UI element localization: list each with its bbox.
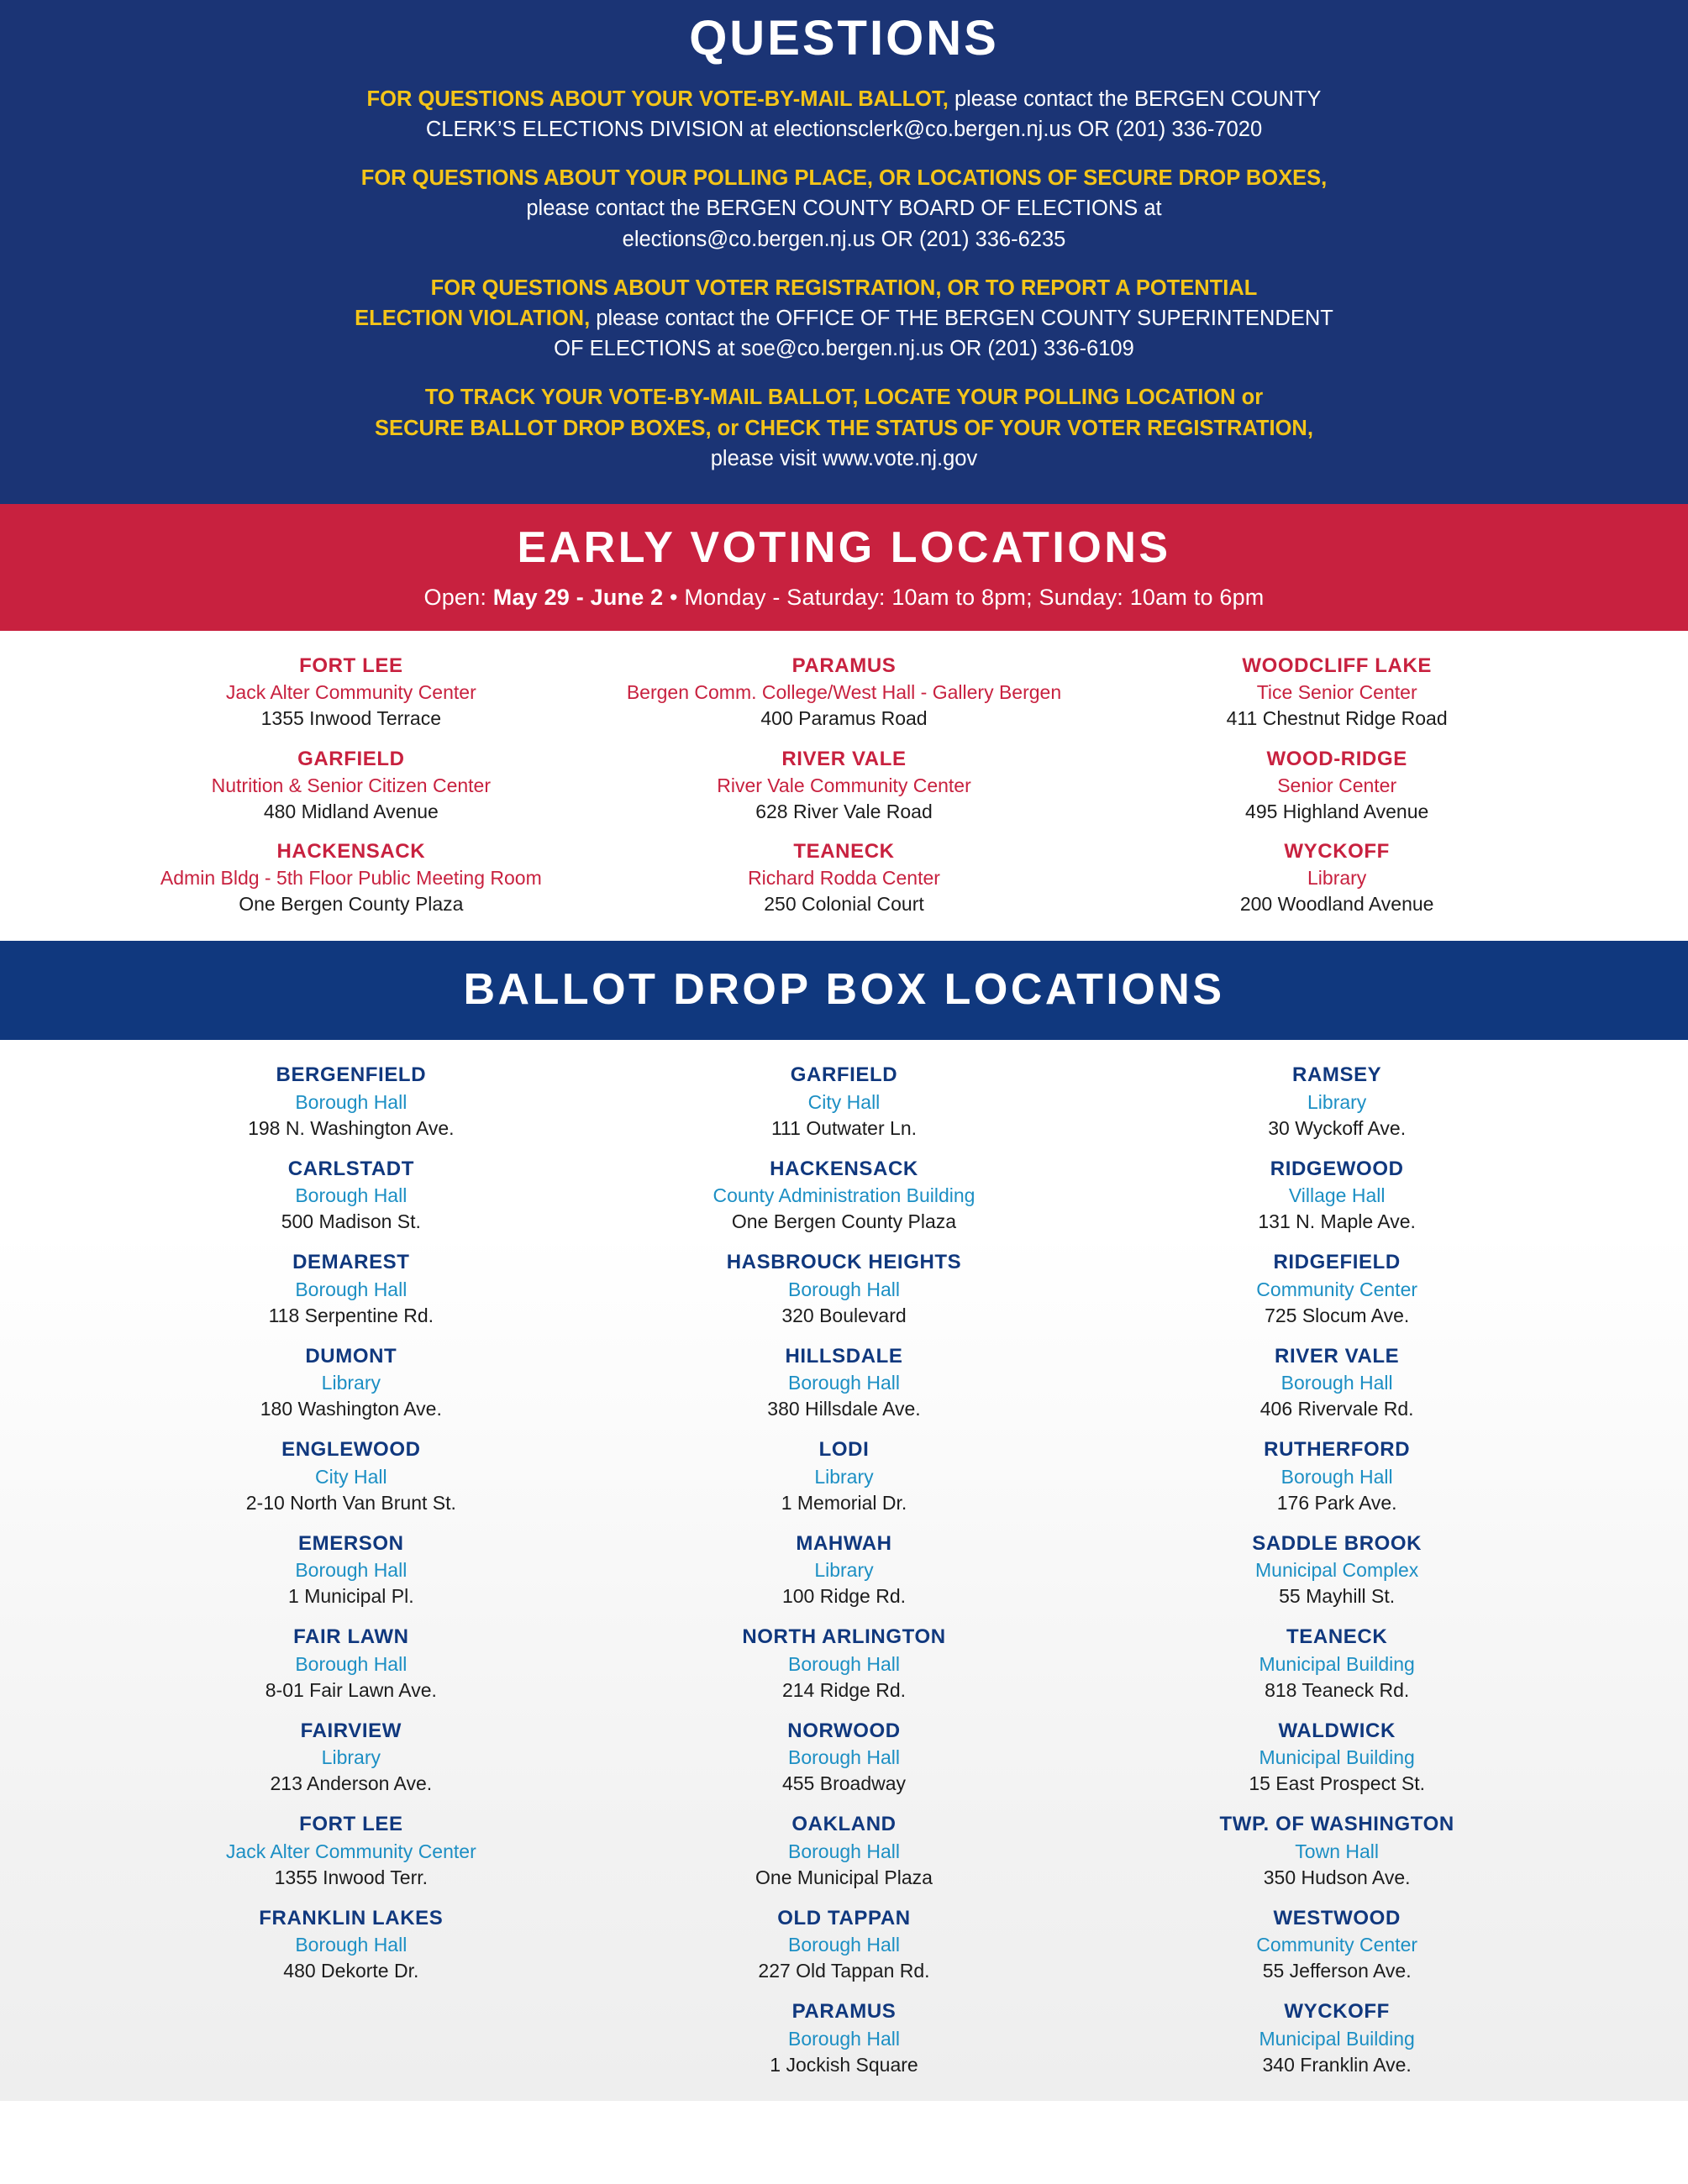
drop-box-place: Borough Hall [788, 1840, 900, 1862]
drop-box-location [1091, 1530, 1584, 1609]
drop-box-place: Library [814, 1465, 874, 1488]
drop-box-place: Municipal Building [1259, 1652, 1415, 1675]
drop-box-location [105, 1062, 598, 1141]
drop-box-town: OLD TAPPAN [777, 1906, 911, 1929]
drop-box-address: 8-01 Fair Lawn Ave. [265, 1678, 437, 1701]
drop-box-address: 213 Anderson Ave. [270, 1772, 433, 1795]
drop-box-town: RUTHERFORD [1264, 1438, 1411, 1462]
drop-box-address: 55 Mayhill St. [1279, 1585, 1396, 1608]
drop-box-location [597, 1624, 1091, 1703]
question-body-text: please contact the BERGEN COUNTY [948, 87, 1322, 111]
questions-section [0, 0, 1688, 504]
early-voting-location [597, 653, 1091, 732]
drop-box-town: LODI [818, 1438, 870, 1462]
early-voting-place: Library [1307, 867, 1367, 890]
early-voting-address: One Bergen County Plaza [239, 893, 464, 916]
drop-box-location [1091, 1062, 1584, 1141]
drop-box-town: EMERSON [298, 1531, 404, 1555]
early-voting-town: PARAMUS [791, 654, 897, 678]
drop-box-place: Borough Hall [788, 1934, 900, 1956]
question-body-text: CLERK’S ELECTIONS DIVISION at electionsclerk@co.bergen.nj.us OR (201) 336-7020 [425, 118, 1263, 141]
drop-box-address: 15 East Prospect St. [1249, 1772, 1425, 1795]
drop-box-location [1091, 1811, 1584, 1890]
drop-box-address: 118 Serpentine Rd. [268, 1304, 434, 1326]
drop-box-location [1091, 1905, 1584, 1984]
drop-box-place: Borough Hall [788, 1746, 900, 1769]
early-voting-header [0, 504, 1688, 631]
drop-box-location [1091, 1718, 1584, 1797]
question-highlight-text: FOR QUESTIONS ABOUT VOTER REGISTRATION, OR TO REPORT A POTENTIAL [430, 276, 1258, 300]
drop-box-location [1091, 1249, 1584, 1328]
drop-box-town: SADDLE BROOK [1252, 1531, 1422, 1555]
drop-box-place: Borough Hall [788, 1652, 900, 1675]
drop-box-town: HASBROUCK HEIGHTS [726, 1251, 962, 1274]
drop-box-town: OAKLAND [791, 1813, 897, 1836]
drop-box-address: 2-10 North Van Brunt St. [245, 1491, 456, 1514]
drop-box-location [1091, 1343, 1584, 1422]
question-body-text: OF ELECTIONS at soe@co.bergen.nj.us OR (201) 336-6109 [554, 337, 1134, 361]
early-voting-address: 628 River Vale Road [755, 800, 933, 822]
drop-box-place: Library [1307, 1090, 1367, 1113]
drop-box-address: One Bergen County Plaza [731, 1210, 957, 1233]
drop-box-location [1091, 1156, 1584, 1235]
early-voting-column [1091, 653, 1584, 917]
early-voting-location [105, 653, 598, 732]
drop-box-location [105, 1624, 598, 1703]
question-body-text: please visit www.vote.nj.gov [710, 446, 978, 470]
drop-box-address: 176 Park Ave. [1276, 1491, 1397, 1514]
drop-box-column [597, 1062, 1091, 2092]
question-highlight-text: ELECTION VIOLATION, [355, 307, 591, 331]
drop-box-address: 725 Slocum Ave. [1265, 1304, 1410, 1326]
drop-box-header [0, 941, 1688, 1040]
drop-box-address: One Municipal Plaza [755, 1866, 933, 1888]
early-voting-location [1091, 746, 1584, 825]
early-voting-town: RIVER VALE [781, 747, 907, 770]
question-body-text: elections@co.bergen.nj.us OR (201) 336-6235 [622, 227, 1066, 251]
drop-box-place: Community Center [1256, 1934, 1418, 1956]
drop-box-town: FAIRVIEW [300, 1719, 402, 1742]
early-voting-town: WYCKOFF [1284, 840, 1390, 863]
drop-box-address: 455 Broadway [781, 1772, 907, 1795]
drop-box-address: 818 Teaneck Rd. [1265, 1678, 1410, 1701]
question-body-text: please contact the BERGEN COUNTY BOARD OF ELECTIONS at [526, 197, 1162, 221]
early-voting-location [105, 746, 598, 825]
question-body-text: please contact the OFFICE OF THE BERGEN COUNTY SUPERINTENDENT [590, 307, 1333, 331]
drop-box-column [1091, 1062, 1584, 2092]
drop-box-town: ENGLEWOOD [281, 1438, 421, 1462]
drop-box-place: Village Hall [1288, 1184, 1386, 1207]
question-highlight-text: TO TRACK YOUR VOTE-BY-MAIL BALLOT, LOCATE YOUR POLLING LOCATION or [424, 386, 1264, 410]
drop-box-location [1091, 1436, 1584, 1515]
early-voting-address: 480 Midland Avenue [263, 800, 439, 822]
drop-box-place: Municipal Complex [1255, 1559, 1419, 1582]
drop-box-place: Library [814, 1559, 874, 1582]
early-voting-place: Nutrition & Senior Citizen Center [211, 774, 492, 796]
early-voting-hours: • Monday - Saturday: 10am to 8pm; Sunday: 10am to 6pm [663, 585, 1265, 611]
drop-box-place: Library [321, 1746, 381, 1769]
early-voting-place: Senior Center [1277, 774, 1397, 796]
early-voting-town: FORT LEE [299, 654, 403, 678]
early-voting-address: 250 Colonial Court [764, 893, 924, 916]
drop-box-location [597, 1998, 1091, 2077]
drop-box-address: 340 Franklin Ave. [1262, 2053, 1412, 2076]
drop-box-town: NORWOOD [787, 1719, 901, 1742]
drop-box-place: Borough Hall [295, 1652, 408, 1675]
early-voting-address: 495 Highland Avenue [1245, 800, 1429, 822]
early-voting-dates: May 29 - June 2 [492, 585, 664, 611]
drop-box-town: RIDGEFIELD [1273, 1251, 1401, 1274]
early-voting-location [1091, 653, 1584, 732]
drop-box-location [597, 1156, 1091, 1235]
early-voting-location [105, 838, 598, 917]
drop-box-column [105, 1062, 598, 2092]
drop-box-address: 1 Municipal Pl. [288, 1585, 414, 1608]
drop-box-town: RAMSEY [1292, 1063, 1382, 1087]
drop-box-address: 406 Rivervale Rd. [1259, 1398, 1414, 1420]
early-voting-column [597, 653, 1091, 917]
early-voting-place: Tice Senior Center [1256, 681, 1417, 704]
early-voting-address: 200 Woodland Avenue [1239, 893, 1434, 916]
drop-box-address: 1 Memorial Dr. [781, 1491, 907, 1514]
early-voting-place: Bergen Comm. College/West Hall - Gallery Bergen [626, 681, 1062, 704]
drop-box-place: Library [321, 1372, 381, 1394]
drop-box-town: CARLSTADT [287, 1157, 414, 1180]
drop-box-town: FORT LEE [299, 1813, 403, 1836]
drop-box-place: City Hall [315, 1465, 387, 1488]
question-highlight-text: FOR QUESTIONS ABOUT YOUR VOTE-BY-MAIL BALLOT, [366, 87, 949, 111]
question-paragraph [189, 84, 1500, 144]
question-highlight-text: FOR QUESTIONS ABOUT YOUR POLLING PLACE, OR LOCATIONS OF SECURE DROP BOXES, [360, 166, 1328, 191]
drop-box-grid [105, 1062, 1584, 2092]
drop-box-place: Community Center [1256, 1278, 1418, 1300]
drop-box-place: Municipal Building [1259, 2027, 1415, 2050]
early-voting-town: WOOD-RIDGE [1266, 747, 1407, 770]
drop-box-town: TEANECK [1286, 1625, 1388, 1649]
drop-box-address: 214 Ridge Rd. [781, 1678, 907, 1701]
drop-box-place: Town Hall [1295, 1840, 1380, 1862]
drop-box-address: 480 Dekorte Dr. [283, 1960, 419, 1982]
question-paragraph [189, 273, 1500, 365]
drop-box-address: 350 Hudson Ave. [1263, 1866, 1411, 1888]
drop-box-place: Jack Alter Community Center [225, 1840, 476, 1862]
drop-box-town: WESTWOOD [1273, 1906, 1401, 1929]
early-voting-address: 400 Paramus Road [760, 707, 928, 730]
drop-box-town: FAIR LAWN [293, 1625, 409, 1649]
drop-box-location [597, 1811, 1091, 1890]
early-voting-place: Jack Alter Community Center [225, 681, 476, 704]
drop-box-town: RIDGEWOOD [1270, 1157, 1404, 1180]
drop-box-town: WALDWICK [1278, 1719, 1396, 1742]
early-voting-body [0, 631, 1688, 941]
drop-box-town: RIVER VALE [1275, 1344, 1400, 1368]
drop-box-place: County Administration Building [713, 1184, 975, 1207]
drop-box-location [105, 1530, 598, 1609]
drop-box-location [597, 1249, 1091, 1328]
drop-box-address: 30 Wyckoff Ave. [1268, 1116, 1407, 1139]
early-voting-place: Admin Bldg - 5th Floor Public Meeting Room [160, 867, 542, 890]
drop-box-address: 320 Boulevard [781, 1304, 907, 1326]
early-voting-location [597, 838, 1091, 917]
drop-box-town: FRANKLIN LAKES [259, 1906, 444, 1929]
drop-box-address: 1355 Inwood Terr. [274, 1866, 429, 1888]
drop-box-location [597, 1718, 1091, 1797]
drop-box-location [105, 1343, 598, 1422]
drop-box-address: 55 Jefferson Ave. [1262, 1960, 1412, 1982]
early-voting-address: 411 Chestnut Ridge Road [1226, 707, 1448, 730]
questions-blocks [0, 84, 1688, 474]
drop-box-place: Borough Hall [788, 1372, 900, 1394]
drop-box-address: 100 Ridge Rd. [781, 1585, 907, 1608]
drop-box-body [0, 1040, 1688, 2100]
early-voting-town: GARFIELD [297, 747, 405, 770]
drop-box-town: GARFIELD [790, 1063, 898, 1087]
drop-box-location [597, 1905, 1091, 1984]
drop-box-place: Borough Hall [788, 2027, 900, 2050]
drop-box-location [1091, 1624, 1584, 1703]
early-voting-location [1091, 838, 1584, 917]
drop-box-address: 111 Outwater Ln. [770, 1116, 917, 1139]
drop-box-address: 131 N. Maple Ave. [1258, 1210, 1416, 1233]
drop-box-town: WYCKOFF [1284, 2000, 1390, 2024]
early-voting-open-label: Open: [423, 585, 493, 611]
early-voting-town: HACKENSACK [276, 840, 426, 863]
drop-box-address: 500 Madison St. [281, 1210, 421, 1233]
drop-box-place: Borough Hall [295, 1184, 408, 1207]
early-voting-grid [105, 653, 1584, 917]
question-paragraph [189, 163, 1500, 255]
drop-box-location [105, 1436, 598, 1515]
drop-box-address: 180 Washington Ave. [260, 1398, 442, 1420]
drop-box-location [1091, 1998, 1584, 2077]
drop-box-address: 380 Hillsdale Ave. [767, 1398, 921, 1420]
drop-box-town: HILLSDALE [785, 1344, 903, 1368]
drop-box-town: DUMONT [305, 1344, 397, 1368]
drop-box-location [105, 1718, 598, 1797]
early-voting-town: TEANECK [793, 840, 895, 863]
drop-box-place: Borough Hall [295, 1090, 408, 1113]
drop-box-place: Borough Hall [1280, 1372, 1393, 1394]
drop-box-town: BERGENFIELD [276, 1063, 427, 1087]
drop-box-place: City Hall [807, 1090, 881, 1113]
early-voting-address: 1355 Inwood Terrace [260, 707, 442, 730]
question-highlight-text: SECURE BALLOT DROP BOXES, or CHECK THE STATUS OF YOUR VOTER REGISTRATION, [375, 416, 1313, 440]
drop-box-place: Municipal Building [1259, 1746, 1415, 1769]
drop-box-location [105, 1811, 598, 1890]
drop-box-location [105, 1156, 598, 1235]
drop-box-town: PARAMUS [791, 2000, 897, 2024]
drop-box-location [597, 1343, 1091, 1422]
early-voting-location [597, 746, 1091, 825]
early-voting-subtitle [0, 585, 1688, 611]
questions-title: QUESTIONS [689, 11, 999, 66]
drop-box-town: MAHWAH [796, 1531, 892, 1555]
drop-box-location [597, 1436, 1091, 1515]
drop-box-town: NORTH ARLINGTON [742, 1625, 946, 1649]
drop-box-place: Borough Hall [295, 1278, 408, 1300]
drop-box-title: BALLOT DROP BOX LOCATIONS [463, 965, 1225, 1015]
drop-box-town: DEMAREST [292, 1251, 410, 1274]
drop-box-location [597, 1062, 1091, 1141]
question-paragraph [189, 382, 1500, 474]
drop-box-location [105, 1905, 598, 1984]
drop-box-location [597, 1530, 1091, 1609]
drop-box-place: Borough Hall [1280, 1465, 1393, 1488]
drop-box-place: Borough Hall [788, 1278, 900, 1300]
drop-box-address: 198 N. Washington Ave. [248, 1116, 455, 1139]
early-voting-title: EARLY VOTING LOCATIONS [517, 523, 1171, 573]
drop-box-town: TWP. OF WASHINGTON [1219, 1813, 1454, 1836]
drop-box-town: HACKENSACK [770, 1157, 918, 1180]
drop-box-address: 227 Old Tappan Rd. [758, 1960, 930, 1982]
early-voting-town: WOODCLIFF LAKE [1242, 654, 1433, 678]
drop-box-place: Borough Hall [295, 1934, 408, 1956]
early-voting-place: Richard Rodda Center [748, 867, 940, 890]
early-voting-place: River Vale Community Center [717, 774, 971, 796]
early-voting-column [105, 653, 598, 917]
drop-box-place: Borough Hall [295, 1559, 408, 1582]
drop-box-location [105, 1249, 598, 1328]
drop-box-address: 1 Jockish Square [770, 2053, 918, 2076]
